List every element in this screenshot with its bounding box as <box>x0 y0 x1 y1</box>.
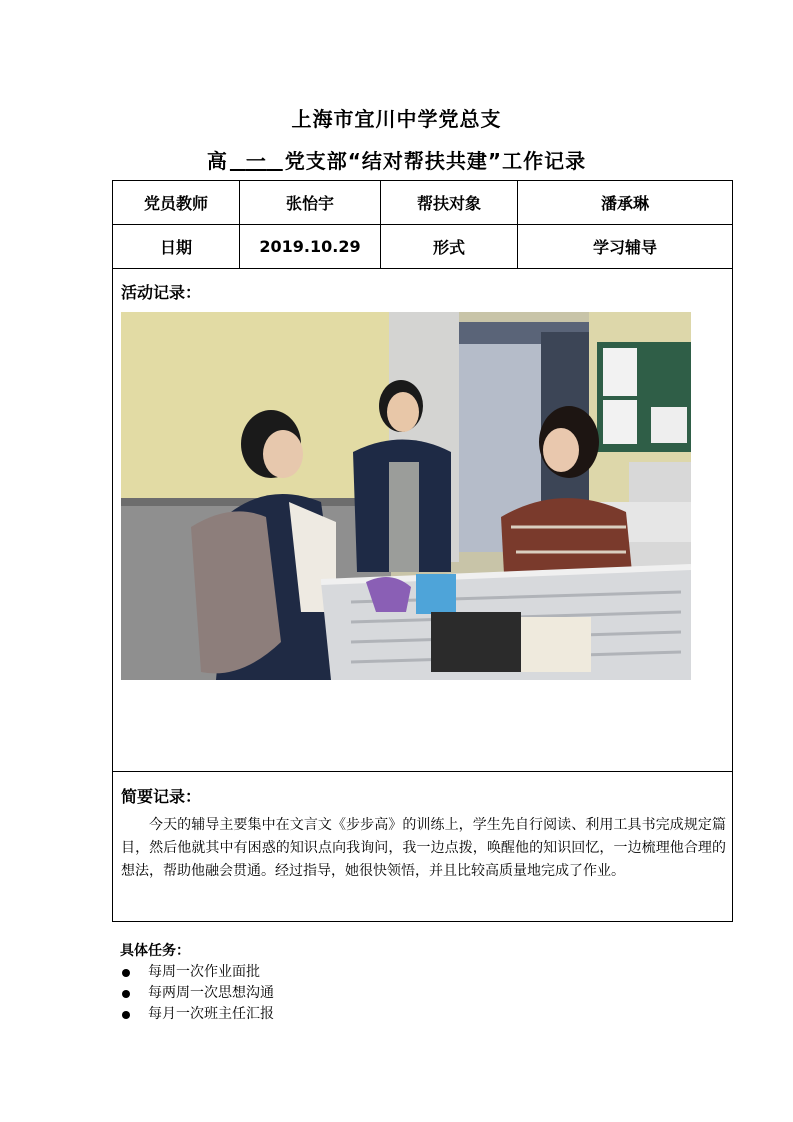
summary-text: 今天的辅导主要集中在文言文《步步高》的训练上，学生先自行阅读、利用工具书完成规定篇目，然后他就其中有困惑的知识点向我询问，我一边点拨，唤醒他的知识回忆，一边梳理他合理的想法，帮助他融会贯通。经过指导，她很快领悟，并且比较高质量地完成了作业。 <box>121 817 726 879</box>
date-label: 日期 <box>113 225 240 269</box>
bullet-icon <box>122 1011 130 1019</box>
task-text: 每周一次作业面批 <box>148 964 260 980</box>
document-subtitle <box>0 145 793 174</box>
tasks-list <box>120 962 274 1025</box>
summary-section <box>112 771 733 922</box>
list-item <box>120 1004 274 1025</box>
activity-photo <box>121 312 691 680</box>
target-label: 帮扶对象 <box>381 181 518 225</box>
list-item <box>120 962 274 983</box>
teacher-value: 张怡宇 <box>240 181 381 225</box>
summary-label: 简要记录： <box>121 787 202 806</box>
target-value: 潘承琳 <box>518 181 733 225</box>
bullet-icon <box>122 990 130 998</box>
date-value: 2019.10.29 <box>240 225 381 269</box>
grade-blank: 一 <box>245 149 267 173</box>
bullet-icon <box>122 969 130 977</box>
tasks-title: 具体任务： <box>120 943 190 959</box>
info-table <box>112 180 733 269</box>
list-item <box>120 983 274 1004</box>
subtitle-suffix: 党支部“结对帮扶共建”工作记录 <box>284 149 587 173</box>
subtitle-prefix: 高 <box>206 149 228 173</box>
table-row <box>113 181 733 225</box>
activity-section <box>112 268 733 772</box>
form-value: 学习辅导 <box>518 225 733 269</box>
task-text: 每两周一次思想沟通 <box>148 985 274 1001</box>
table-row <box>113 225 733 269</box>
teacher-label: 党员教师 <box>113 181 240 225</box>
task-text: 每月一次班主任汇报 <box>148 1006 274 1022</box>
activity-label: 活动记录： <box>121 283 202 302</box>
form-label: 形式 <box>381 225 518 269</box>
document-title: 上海市宜川中学党总支 <box>291 107 502 131</box>
